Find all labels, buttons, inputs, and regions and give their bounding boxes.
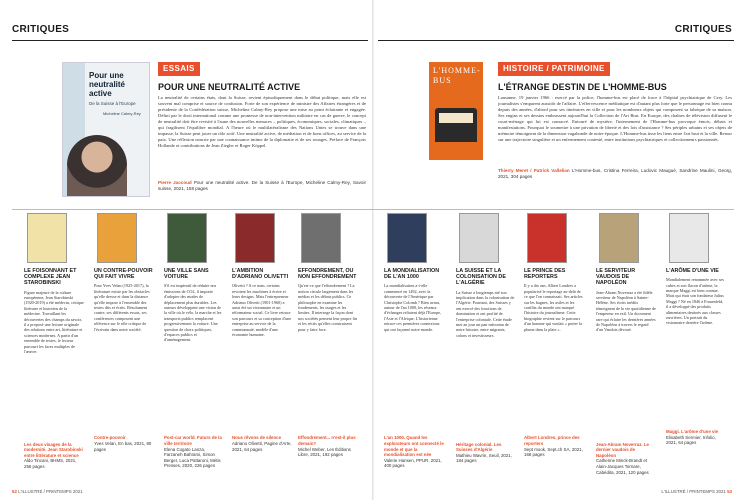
review-item [456,213,516,464]
review-publication: Valerie Hansen, PPUR, 2021, 400 pages [384,457,442,469]
top-rule-left [12,40,368,41]
book-cover-thumbnail [527,213,567,263]
book-cover-neutralite [62,62,150,197]
cover-title: L'HOMME-BUS [433,66,481,85]
category-tag-essais: ESSAIS [158,62,200,76]
review-title: LA SUISSE ET LA COLONISATION DE L'ALGÉRIE [456,268,506,287]
section-rubric-right: CRITIQUES [674,24,732,35]
review-item [164,213,224,469]
category-tag-histoire: HISTOIRE / PATRIMOINE [498,62,610,76]
review-title: EFFONDREMENT, OU NON EFFONDREMENT [298,268,357,281]
review-publication: Yves Velan, En bas, 2021, 80 pages [94,441,152,452]
section-divider [12,209,734,210]
book-cover-thumbnail [167,213,207,263]
review-text: S'il est impératif de réduire nos émissions de CO2, il importe d'adopter des modes de déplacement plus durables. Les auteurs développent une vision de la ville où le vélo, la marche et les transports publics remplacent progressivement la voiture. Une question de choix politiques, d'espaces publics et d'aménagement. [164,283,222,343]
footer-text-left: L'ILLUSTRÉ / PRINTEMPS 2021 [18,489,83,494]
review-text: Qu'est-ce que l'effondrement ? La notion circule largement dans les médias et les débats publics. Ce philosophe en examine les fondements, les usages et les limites. Il interroge la façon dont nos sociétés pensent leur propre fin et les récits qu'elles construisent pour y faire face. [298,283,358,332]
review-publication: Elena Cogato Lanza, Farzaneh Bahrami, Simon Berger, Luca Pattaroni, Métis Presses, 2020, 226 pages [164,446,221,469]
page-number-right: 53 [727,489,732,494]
ref-pub-left: Micheline Calmy-Rey, Savoir suisse, 2021, 158 pages [158,180,366,191]
cover-title: Pour une neutralité active [89,71,126,98]
review-text: Mondialement renommée avec ses cubes et son flacon d'arôme, la marque Maggi est bien connue. Mais qui était son fondateur Julius Maggi ? Né en 1846 à Frauenfeld, il a développé des produits alimentaires destinés aux classes ouvrières. Un portrait du visionnaire derrière l'arôme. [666,277,725,326]
review-book-title: Héritage colonial. Les Suisses d'Algérie [456,441,502,453]
review-title: L'AMBITION D'ADRIANO OLIVETTI [232,268,289,281]
review-book-title: Nous rêvons de silence [232,435,282,441]
book-cover-thumbnail [387,213,427,263]
review-title: LE SERVITEUR VAUDOIS DE NAPOLÉON [596,268,636,287]
page-number-left: 52 [12,489,17,494]
review-text: Jean-Abram Noverraz a été fidèle serviteur de Napoléon à Sainte-Hélène. Ses écrits inédits témoignent de la vie quotidienne de l'empereur en exil. Un document rare qui éclaire les dernières années de Napoléon à travers le regard d'un Vaudois dévoué. [596,289,656,333]
review-title: L'ARÔME D'UNE VIE [666,268,719,274]
review-title: LE FOISONNANT ET COMPLEXE JEAN STAROBINSKI [24,268,77,287]
book-cover-homme-bus [429,62,483,160]
cover-subtitle: De la Suisse à l'Europe [89,101,136,106]
book-cover-thumbnail [599,213,639,263]
review-text: Figure majeure de la culture européenne, Jean Starobinski (1920-2019) a été médecin, critique littéraire et historien de la médecine. Travaillant les découvertes des champs du savoir, il a proposé une lecture originale des relations entre art, littérature et sciences modernes. A partir d'un ensemble de textes, le lecteur parcourt les faces multiples de l'œuvre. [24,289,84,355]
review-item [94,213,154,452]
page-gutter [372,0,374,500]
review-item [384,213,444,469]
review-book-title: Post-car world. Futurs de la ville territoire [164,435,222,446]
review-item [524,213,584,458]
review-text: Il y a dix ans, Albert Londres a popularisé le reportage au-delà de ce que l'on connaissait. Ses articles sur les bagnes, les asiles et les conflits du monde ont marqué l'histoire du journalisme. Cette biographie revient sur le parcours d'un homme qui voulait « porter la plume dans la plaie ». [524,283,583,332]
reviewer-left: Pierre Jaccoud [158,180,192,185]
ref-pub-right: Cristina Ferreira, Ludovic Maugué, Sandrine Maulini, Georg, 2021, 304 pages [498,168,733,179]
feature-title-right: L'ÉTRANGE DESTIN DE L'HOMME-BUS [498,82,667,92]
review-publication: Sept mook, Sept.ch SA, 2021, 168 pages [524,446,583,458]
review-text: Olivetti ? A ce nom, certains revoient les machines à écrire et leurs designs. Mais l'entrepreneur Adriano Olivetti (1901-1960) a aussi été un visionnaire et un réformateur social. Ce livre retrace son parcours et sa conception d'une entreprise au service de la communauté, modèle d'une économie humaine. [232,283,292,338]
book-cover-thumbnail [459,213,499,263]
author-portrait [67,135,127,197]
review-item [596,213,656,475]
review-publication: Adriano Olivetti, Pagine d'Arte, 2021, 64 pages [232,441,292,452]
review-item [666,213,726,446]
ref-title-right: L'Homme-bus, [571,168,602,173]
review-book-title: L'an 1000. Quand les explorateurs ont connecté le monde et que la mondialisation est née [384,435,444,458]
reviewer-right: Thierry Meret / Patrick Vallelian [498,168,570,173]
review-publication: Mathieu Wavrin, Seuil, 2021, 184 pages [456,452,512,464]
review-publication: Aldo Tincani, BHMS, 2021, 256 pages [24,458,77,469]
cover-author: Micheline Calmy-Rey [103,111,141,116]
ref-title-left: Pour une neutralité active. De la Suisse à l'Europe, [193,180,304,185]
review-text: La mondialisation a-t-elle commencé en 1492, avec la découverte de l'Amérique par Christophe Colomb ? Bien avant, autour de l'an 1000, les réseaux d'échanges reliaient déjà l'Europe, l'Asie et l'Afrique. L'historienne retrace ces premières connexions qui ont façonné notre monde. [384,283,442,332]
feature-body-right: Lausanne, 19 janvier 1966 : exercé par la police, l'homme-bus est placé de force à l'hôpital psychiatrique de Cery. Les journalistes s'emparent aussitôt de l'affaire. L'effervescence médiatique est d'autant plus forte que le personnage est bien connu depuis des années, d'abord pour ses itinéraires en ville et pour les nombreux objets qui composent sa fabrique de sa maison. Ses engins et ses dessins embrassent aujourd'hui la Collection de l'Art Brut. En Europe, des chaînes de télévision diffusent le court-métrage qui lui est consacré. Entouré de mystère, l'internement de l'Homme-bus provoque émois, débats et manifestations. Pourquoi le soumettre à une privation de liberté et des lois d'assistance ? Ses périples urbains et ses objets de mémoire témoignent de la dimension vagabonde de notre époque. L'Homme-bus tisse les liens entre l'art brut et la ville. Retour sur une trajectoire singulière et un enfermement contesté, entre institutions psychiatriques et collectionneurs passionnés. [498,95,732,142]
footer-text-right: L'ILLUSTRÉ / PRINTEMPS 2021 [661,489,726,494]
review-book-title: Maggi. L'arôme d'une vie [666,429,719,435]
book-cover-thumbnail [97,213,137,263]
feature-body-left: La neutralité de certains états, dont la Suisse, revient épisodiquement dans le débat politique, mais elle est souvent mal comprise et source de confusion. Forte de son expérience de ministre des Affaires étrangères et de présidente de la Confédération suisse, Micheline Calmy-Rey propose une mise au point éclairante et engagée. Défini par le droit international comme une promesse de non-intervention militaire en cas de guerre, le concept de neutralité doit être revisité à l'aune des nouvelles menaces – politiques, économiques, sociales, climatiques – qui fragilisent l'équilibre mondial. A l'heure où le multilatéralisme des Nations Unies se trouve dans une impasse, la Suisse peut jouer un rôle actif. Une neutralité active, de médiation et de bons offices, au service de la paix. Une réflexion nourrie par une connaissance intime de la diplomatie et de ses rouages. Préface de François Hollande et contributions de Jean Ziegler et Roger Köppel. [158,95,366,148]
top-rule-right [378,40,734,41]
review-item [232,213,292,452]
review-book-title: Contre-pouvoir [94,435,126,441]
book-cover-thumbnail [301,213,341,263]
book-cover-thumbnail [669,213,709,263]
review-book-title: Effondrement... n'est-il plus demain? [298,435,356,446]
book-cover-thumbnail [235,213,275,263]
review-publication: Elisabeth Sermier, Infolio, 2021, 64 pages [666,434,716,446]
review-publication: Catherine Minck-Brandt et Alain-Jacques Tornare, Cabédita, 2021, 120 pages [596,458,649,475]
review-title: UNE VILLE SANS VOITURE [164,268,209,281]
feature-ref-right [498,168,732,180]
footer-right [661,489,732,494]
book-cover-thumbnail [27,213,67,263]
footer-left [12,489,83,494]
feature-ref-left [158,180,366,192]
review-book-title: Albert Londres, prince des reporters [524,435,580,446]
review-text: La Suisse a longtemps nié son implication dans la colonisation de l'Algérie. Pourtant, des Suisses y ont exercé des fonctions de domination et ont profité de l'entreprise coloniale. Cette étude met au jour un pan méconnu de notre histoire, entre migrants, colons et investisseurs. [456,289,515,338]
review-title: UN CONTRE-POUVOIR QUI FAIT VIVRE [94,268,153,281]
review-publication: Michel Weber, Les Éditions Libre, 2021, 192 pages [298,446,351,458]
section-rubric-left: CRITIQUES [12,24,70,35]
review-book-title: Les deux visages de la modernité. Jean Starobinski entre littérature et science [24,441,83,458]
review-book-title: Jean-Abram Noverraz. Le dernier vaudois de Napoléon [596,441,649,458]
review-item [24,213,84,470]
bus-illustration [435,108,477,142]
review-text: Pour Yves Velan (1925-2017), la littérature existe par les obstacles qu'elle dresse et dans la distance qu'elle impose à l'ensemble des textes dits et écrits. Résolument contre, ses différents essais, ses conférences composent une référence sur le rôle critique de l'écrivain dans notre société. [94,283,150,332]
feature-title-left: POUR UNE NEUTRALITÉ ACTIVE [158,82,301,92]
review-item [298,213,358,458]
review-title: LA MONDIALISATION DE L'AN 1000 [384,268,440,281]
review-title: LE PRINCE DES REPORTERS [524,268,566,281]
